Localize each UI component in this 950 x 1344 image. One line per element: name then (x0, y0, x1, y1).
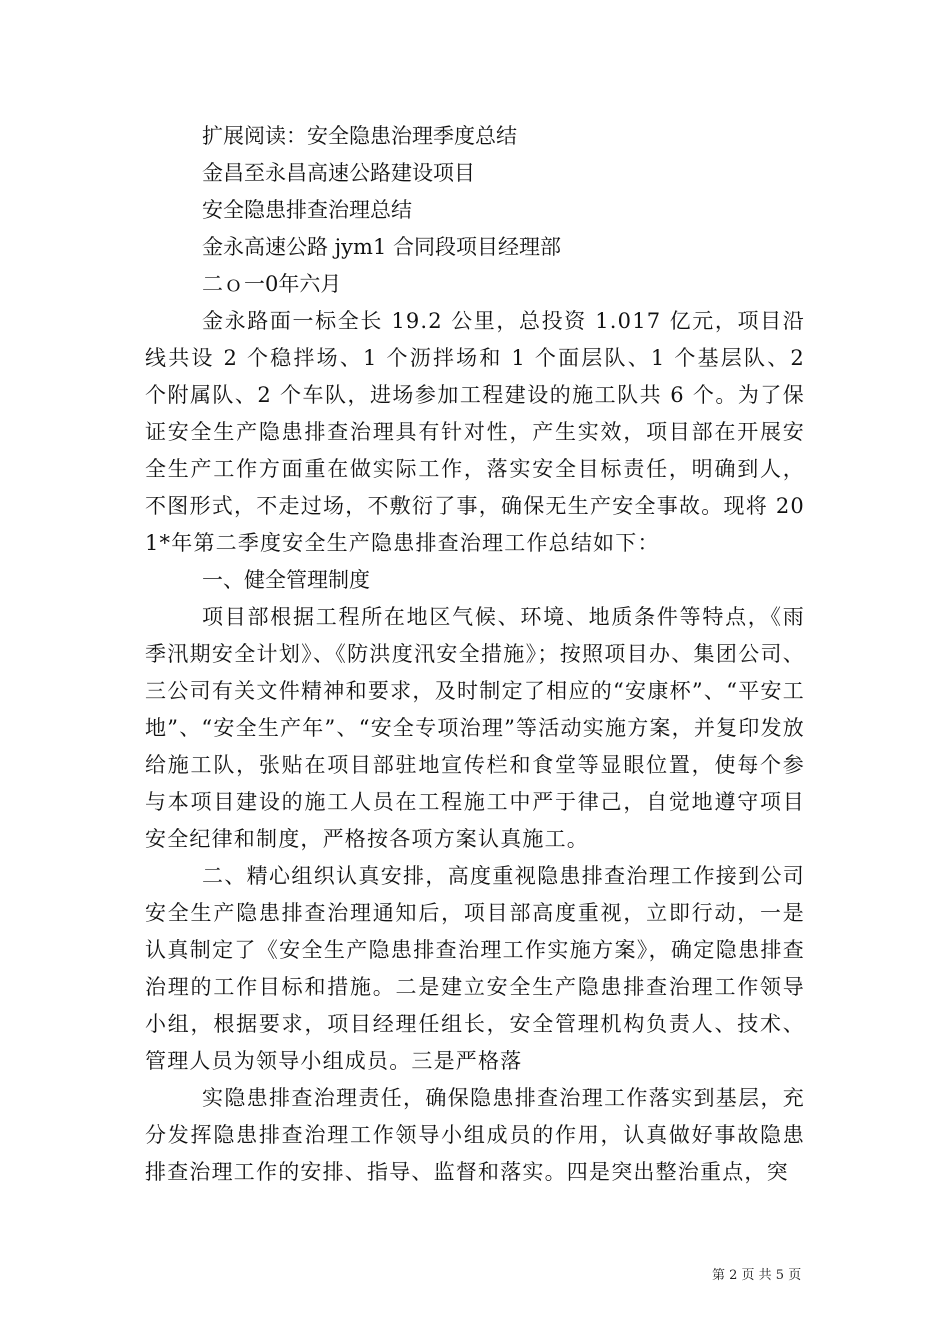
document-body (145, 118, 805, 1191)
paragraph-responsibility: 实隐患排查治理责任，确保隐患排查治理工作落实到基层，充分发挥隐患排查治理工作领导小组成员的作用，认真做好事故隐患排查治理工作的安排、指导、监督和落实。四是突出整治重点，突 (145, 1086, 805, 1184)
section-heading-1: 一、健全管理制度 (202, 568, 370, 592)
header-line-summary-title: 安全隐患排查治理总结 (202, 198, 412, 222)
header-line-date: 二ｏ一0年六月 (202, 272, 342, 296)
page-number-footer: 第 2 页 共 5 页 (712, 1268, 802, 1283)
paragraph-organization: 二、精心组织认真安排，高度重视隐患排查治理工作接到公司安全生产隐患排查治理通知后，项目部高度重视，立即行动，一是认真制定了《安全生产隐患排查治理工作实施方案》，确定隐患排查治理的工作目标和措施。二是建立安全生产隐患排查治理工作领导小组，根据要求，项目经理任组长，安全管理机构负责人、技术、管理人员为领导小组成员。三是严格落 (145, 864, 805, 1073)
paragraph-intro: 金永路面一标全长 19.2 公里，总投资 1.017 亿元，项目沿线共设 2 个稳拌场、1 个沥拌场和 1 个面层队、1 个基层队、2 个附属队、2 个车队，进场参加工程建设的施工队共 6 个。为了保证安全生产隐患排查治理具有针对性，产生实效，项目部在开展安全生产工作方面重在做实际工作，落实安全目标责任，明确到人，不图形式，不走过场，不敷衍了事，确保无生产安全事故。现将 201*年第二季度安全生产隐患排查治理工作总结如下： (145, 309, 805, 555)
header-line-extended-reading: 扩展阅读：安全隐患治理季度总结 (202, 124, 517, 148)
paragraph-management-system: 项目部根据工程所在地区气候、环境、地质条件等特点，《雨季汛期安全计划》、《防洪度汛安全措施》；按照项目办、集团公司、三公司有关文件精神和要求，及时制定了相应的“安康杯”、“平安工地”、“安全生产年”、“安全专项治理”等活动实施方案，并复印发放给施工队，张贴在项目部驻地宣传栏和食堂等显眼位置，使每个参与本项目建设的施工人员在工程施工中严于律己，自觉地遵守项目安全纪律和制度，严格按各项方案认真施工。 (145, 605, 805, 851)
header-line-department: 金永高速公路 jym1 合同段项目经理部 (202, 235, 561, 259)
header-line-project-name: 金昌至永昌高速公路建设项目 (202, 161, 475, 185)
